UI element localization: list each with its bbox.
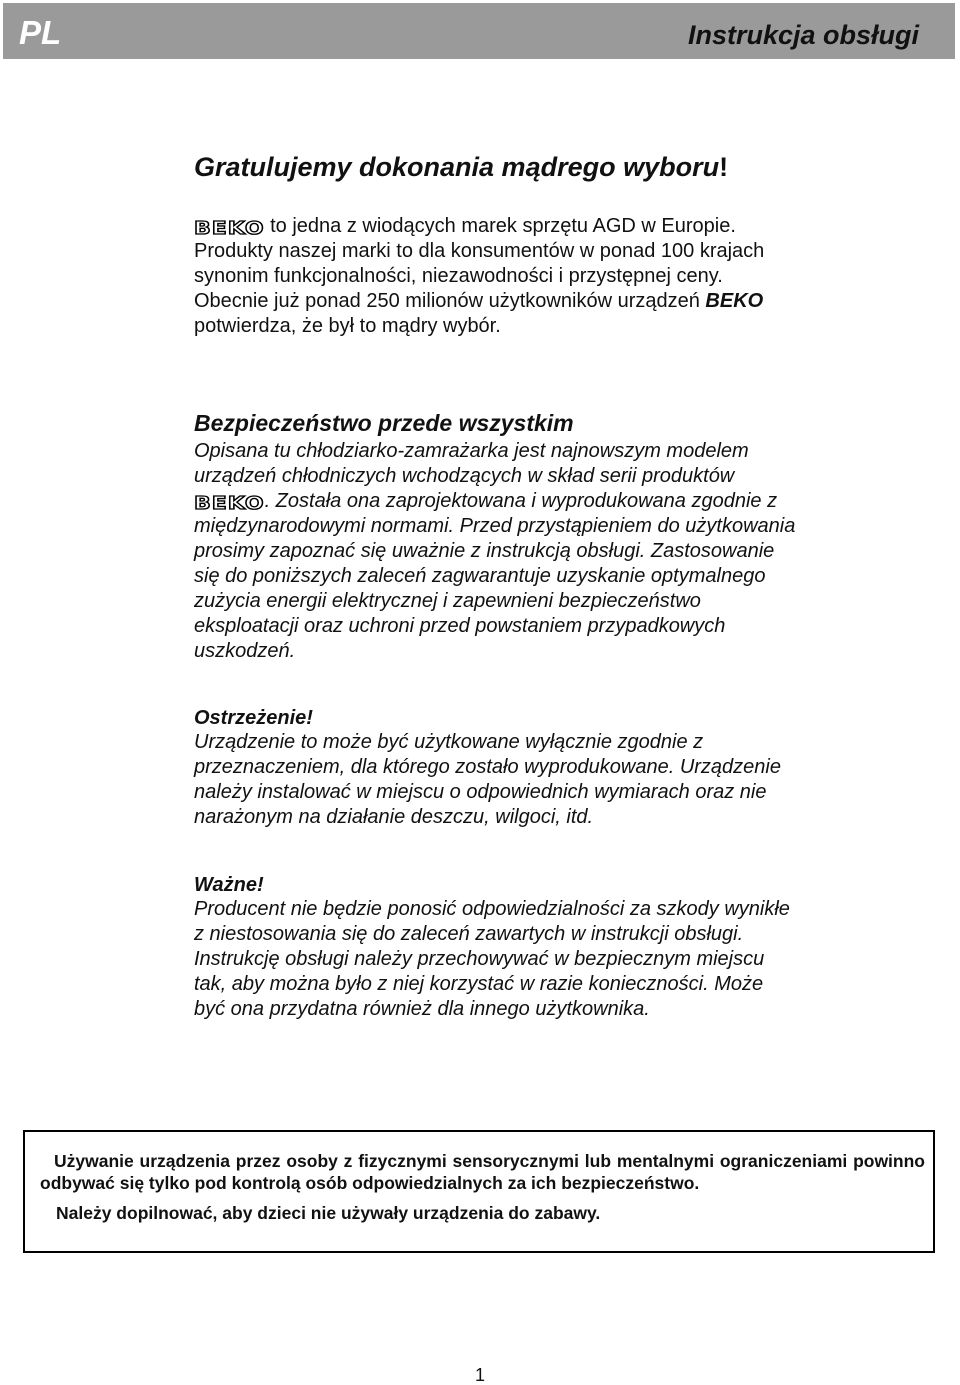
notice-line-2: Należy dopilnować, aby dzieci nie używały urządzenia do zabawy. (56, 1203, 601, 1223)
notice-line-1: Używanie urządzenia przez osoby z fizycznymi sensorycznymi lub mentalnymi ograniczeniami powinno odbywać się tylko pod kontrolą osób odpowiedzialnych za ich bezpieczeństwo. (40, 1151, 925, 1193)
safety-heading: Bezpieczeństwo przede wszystkim (194, 410, 574, 436)
important-text: Producent nie będzie ponosić odpowiedzialności za szkody wynikłe z niestosowania się do zaleceń zawartych w instrukcji obsługi. Instrukcję obsługi należy przechowywać w bezpiecznym miejscu tak, aby można było z niej korzystać w razie konieczności. Może być ona przydatna również dla innego użytkownika. (194, 898, 790, 1020)
important-heading: Ważne! (194, 874, 264, 896)
safety-text-before-logo: Opisana tu chłodziarko-zamrażarka jest najnowszym modelem urządzeń chłodniczych wchodzących w skład serii produktów (194, 440, 749, 487)
safety-notice-box (23, 1130, 935, 1253)
main-title-exclamation: ! (719, 152, 729, 182)
intro-text-upright: to jedna z wiodących marek sprzętu AGD w Europie. Produkty naszej marki to dla konsumentów w ponad 100 krajach synonim funkcjonalności, niezawodności i przystępnej ceny. Obecnie już ponad 250 milionów użytkowników urządzeń (194, 215, 765, 312)
intro-text-end: potwierdza, że był to mądry wybór. (194, 315, 501, 337)
beko-logo-safety: BEKO (194, 493, 265, 514)
warning-heading: Ostrzeżenie! (194, 707, 313, 729)
header-title: Instrukcja obsługi (687, 20, 919, 50)
safety-paragraph (194, 439, 804, 664)
safety-text-after-logo: . Została ona zaprojektowana i wyprodukowana zgodnie z międzynarodowymi normami. Przed przystąpieniem do użytkowania prosimy zapoznać się uważnie z instrukcją obsługi. Zastosowanie się do poniższych zaleceń zagwarantuje uzyskanie optymalnego zużycia energii elektrycznej i zapewnieni bezpieczeństwo eksploatacji oraz uchroni przed powstaniem przypadkowych uszkodzeń. (194, 490, 796, 662)
main-title (194, 149, 728, 185)
page-header (3, 3, 955, 59)
warning-text: Urządzenie to może być użytkowane wyłącznie zgodnie z przeznaczeniem, dla którego zostało wyprodukowane. Urządzenie należy instalować w miejscu o odpowiednich wymiarach oraz nie narażonym na działanie deszczu, wilgoci, itd. (194, 731, 781, 828)
intro-brand-inline: BEKO (705, 290, 764, 312)
main-title-text: Gratulujemy dokonania mądrego wyboru (194, 152, 720, 182)
beko-logo-intro: BEKO (194, 218, 265, 239)
notice-text (40, 1150, 925, 1224)
intro-paragraph (194, 214, 794, 339)
language-code: PL (19, 14, 62, 51)
page-number: 1 (474, 1365, 485, 1385)
